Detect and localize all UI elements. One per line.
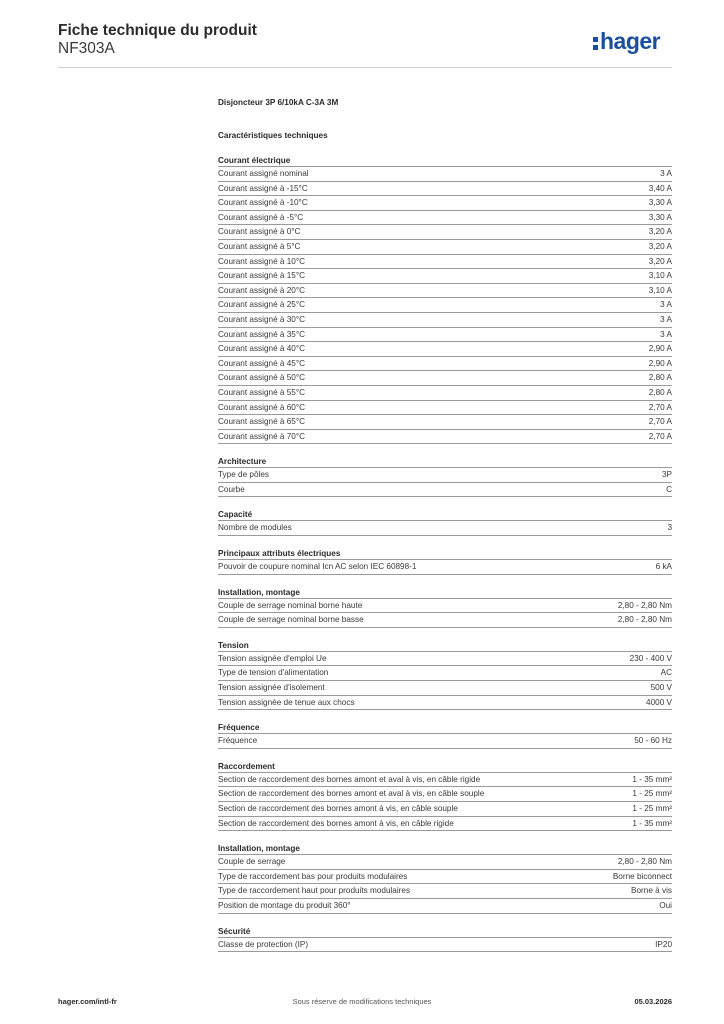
- spec-label: Courant assigné à 60°C: [218, 402, 306, 412]
- spec-group-title: Tension: [218, 639, 672, 652]
- spec-label: Type de tension d'alimentation: [218, 668, 329, 678]
- spec-label: Courant assigné à 0°C: [218, 227, 301, 237]
- spec-label: Courant assigné à 40°C: [218, 344, 306, 354]
- spec-label: Courant assigné à 25°C: [218, 300, 306, 310]
- spec-row: [218, 681, 672, 696]
- spec-row: [218, 386, 672, 401]
- spec-row: [218, 342, 672, 357]
- spec-row: [218, 167, 672, 182]
- spec-row: [218, 313, 672, 328]
- group-spacer: [218, 628, 672, 639]
- spec-label: Couple de serrage: [218, 857, 286, 867]
- spec-value: AC: [660, 668, 672, 678]
- spec-row: [218, 211, 672, 226]
- spec-value: 4000 V: [646, 697, 672, 707]
- spec-row: [218, 652, 672, 667]
- group-spacer: [218, 575, 672, 586]
- spec-group-title: Courant électrique: [218, 154, 672, 167]
- spec-value: 3,30 A: [648, 198, 672, 208]
- spec-label: Fréquence: [218, 736, 258, 746]
- spec-value: 3 A: [660, 300, 672, 310]
- spec-value: 3: [667, 523, 672, 533]
- spec-group-title: Fréquence: [218, 721, 672, 734]
- spec-section-title: Caractéristiques techniques: [218, 131, 328, 140]
- spec-label: Courant assigné à 20°C: [218, 285, 306, 295]
- spec-label: Tension assignée d'emploi Ue: [218, 653, 327, 663]
- spec-label: Courant assigné à 15°C: [218, 271, 306, 281]
- spec-row: [218, 182, 672, 197]
- spec-row: [218, 899, 672, 914]
- spec-groups: [218, 154, 672, 952]
- spec-row: [218, 255, 672, 270]
- spec-label: Classe de protection (IP): [218, 939, 309, 949]
- spec-row: [218, 298, 672, 313]
- group-spacer: [218, 497, 672, 508]
- spec-label: Courant assigné à 65°C: [218, 417, 306, 427]
- spec-group-title: Capacité: [218, 508, 672, 521]
- spec-row: [218, 773, 672, 788]
- spec-value: 1 - 25 mm²: [632, 789, 672, 799]
- hager-logo: [593, 26, 660, 56]
- spec-row: [218, 430, 672, 445]
- spec-row: [218, 696, 672, 711]
- spec-label: Courant assigné à 50°C: [218, 373, 306, 383]
- spec-value: 2,70 A: [648, 431, 672, 441]
- product-name: Disjoncteur 3P 6/10kA C-3A 3M: [218, 98, 339, 107]
- spec-label: Courant assigné à 70°C: [218, 431, 306, 441]
- spec-label: Couple de serrage nominal borne haute: [218, 600, 363, 610]
- spec-row: [218, 196, 672, 211]
- spec-row: [218, 357, 672, 372]
- spec-value: 2,70 A: [648, 417, 672, 427]
- spec-label: Type de raccordement haut pour produits modulaires: [218, 886, 411, 896]
- spec-label: Courbe: [218, 484, 245, 494]
- spec-value: 50 - 60 Hz: [634, 736, 672, 746]
- spec-value: 3,20 A: [648, 256, 672, 266]
- spec-label: Tension assignée d'isolement: [218, 683, 325, 693]
- page-title: Fiche technique du produit: [58, 22, 257, 39]
- spec-value: 3 A: [660, 169, 672, 178]
- spec-label: Courant assigné nominal: [218, 169, 309, 178]
- spec-label: Courant assigné à -15°C: [218, 183, 308, 193]
- spec-label: Position de montage du produit 360°: [218, 900, 351, 910]
- spec-value: 3,10 A: [648, 285, 672, 295]
- spec-group-title: Installation, montage: [218, 586, 672, 599]
- spec-value: 2,90 A: [648, 344, 672, 354]
- spec-row: [218, 401, 672, 416]
- spec-row: [218, 269, 672, 284]
- group-spacer: [218, 710, 672, 721]
- spec-label: Type de pôles: [218, 470, 269, 480]
- spec-label: Type de raccordement bas pour produits modulaires: [218, 871, 408, 881]
- spec-value: 3 A: [660, 314, 672, 324]
- spec-row: [218, 884, 672, 899]
- spec-label: Pouvoir de coupure nominal Icn AC selon IEC 60898-1: [218, 562, 417, 572]
- spec-label: Courant assigné à 35°C: [218, 329, 306, 339]
- spec-row: [218, 240, 672, 255]
- group-spacer: [218, 831, 672, 842]
- spec-value: Borne biconnect: [612, 871, 672, 881]
- spec-row: [218, 560, 672, 575]
- spec-group-title: Sécurité: [218, 925, 672, 938]
- spec-value: 2,70 A: [648, 402, 672, 412]
- spec-row: [218, 734, 672, 749]
- spec-value: 3,20 A: [648, 227, 672, 237]
- spec-group-title: Installation, montage: [218, 842, 672, 855]
- group-spacer: [218, 536, 672, 547]
- spec-label: Courant assigné à -5°C: [218, 212, 304, 222]
- spec-value: 2,80 - 2,80 Nm: [617, 857, 672, 867]
- footer-date: 05.03.2026: [634, 997, 672, 1006]
- spec-label: Section de raccordement des bornes amont et aval à vis, en câble rigide: [218, 774, 481, 784]
- spec-value: 3,40 A: [648, 183, 672, 193]
- spec-label: Section de raccordement des bornes amont à vis, en câble rigide: [218, 818, 454, 828]
- spec-group-title: Principaux attributs électriques: [218, 547, 672, 560]
- spec-value: 3P: [661, 470, 672, 480]
- spec-row: [218, 938, 672, 953]
- spec-label: Courant assigné à 30°C: [218, 314, 306, 324]
- spec-value: 230 - 400 V: [629, 653, 672, 663]
- spec-row: [218, 521, 672, 536]
- spec-row: [218, 787, 672, 802]
- spec-row: [218, 371, 672, 386]
- spec-value: 2,90 A: [648, 358, 672, 368]
- spec-value: 2,80 - 2,80 Nm: [617, 600, 672, 610]
- spec-row: [218, 415, 672, 430]
- spec-row: [218, 870, 672, 885]
- spec-value: Oui: [659, 900, 672, 910]
- spec-value: 3,30 A: [648, 212, 672, 222]
- spec-value: 1 - 35 mm²: [632, 818, 672, 828]
- spec-label: Tension assignée de tenue aux chocs: [218, 697, 355, 707]
- footer-website: hager.com/intl-fr: [58, 997, 117, 1006]
- spec-value: 1 - 25 mm²: [632, 804, 672, 813]
- spec-value: 1 - 35 mm²: [632, 774, 672, 784]
- header-divider: [58, 67, 672, 68]
- spec-row: [218, 613, 672, 628]
- spec-row: [218, 855, 672, 870]
- spec-value: 500 V: [650, 683, 672, 693]
- spec-row: [218, 468, 672, 483]
- spec-value: 3,20 A: [648, 241, 672, 251]
- spec-value: 2,80 A: [648, 373, 672, 383]
- group-spacer: [218, 914, 672, 925]
- spec-row: [218, 666, 672, 681]
- spec-row: [218, 225, 672, 240]
- spec-value: 6 kA: [655, 562, 672, 572]
- spec-label: Section de raccordement des bornes amont à vis, en câble souple: [218, 804, 458, 813]
- spec-label: Courant assigné à 5°C: [218, 241, 301, 251]
- spec-value: 3 A: [660, 329, 672, 339]
- spec-label: Section de raccordement des bornes amont et aval à vis, en câble souple: [218, 789, 485, 799]
- spec-value: Borne à vis: [631, 886, 672, 896]
- footer-disclaimer: Sous réserve de modifications techniques: [292, 997, 432, 1006]
- spec-value: 2,80 A: [648, 387, 672, 397]
- spec-content: [218, 96, 672, 952]
- spec-label: Courant assigné à 10°C: [218, 256, 306, 266]
- logo-text: hager: [600, 28, 661, 54]
- spec-row: [218, 284, 672, 299]
- spec-group-title: Architecture: [218, 455, 672, 468]
- spec-value: 3,10 A: [648, 271, 672, 281]
- spec-value: IP20: [655, 939, 672, 949]
- product-code: NF303A: [58, 40, 115, 57]
- spec-label: Courant assigné à 55°C: [218, 387, 306, 397]
- group-spacer: [218, 749, 672, 760]
- spec-group-title: Raccordement: [218, 760, 672, 773]
- spec-row: [218, 483, 672, 498]
- spec-label: Nombre de modules: [218, 523, 292, 533]
- spec-row: [218, 817, 672, 832]
- spec-value: C: [666, 484, 672, 494]
- spec-label: Courant assigné à 45°C: [218, 358, 306, 368]
- spec-label: Couple de serrage nominal borne basse: [218, 615, 364, 625]
- spec-row: [218, 802, 672, 817]
- spec-label: Courant assigné à -10°C: [218, 198, 308, 208]
- logo-colon-icon: [593, 34, 599, 52]
- spec-row: [218, 599, 672, 614]
- group-spacer: [218, 444, 672, 455]
- spec-row: [218, 328, 672, 343]
- spec-value: 2,80 - 2,80 Nm: [617, 615, 672, 625]
